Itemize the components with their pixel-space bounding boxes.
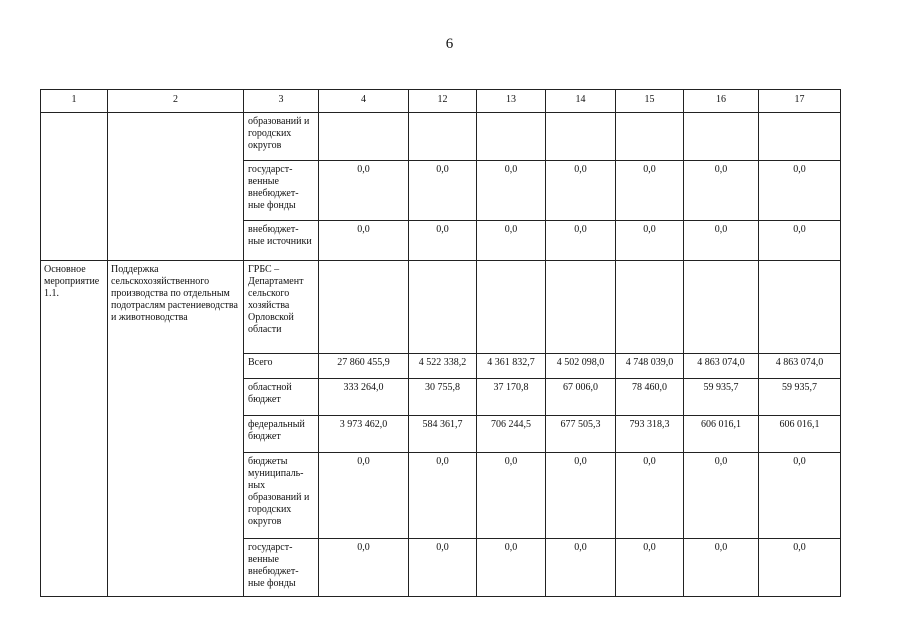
source-label: внебюджет-ные источники: [244, 221, 319, 261]
value-cell: 67 006,0: [546, 379, 616, 416]
value-cell: [319, 261, 409, 354]
value-cell: [684, 113, 759, 161]
source-label: областной бюджет: [244, 379, 319, 416]
column-header: 15: [616, 90, 684, 113]
source-label: федеральный бюджет: [244, 416, 319, 453]
value-cell: [319, 113, 409, 161]
source-label: Всего: [244, 354, 319, 379]
table-row: [41, 261, 841, 354]
value-cell: 706 244,5: [477, 416, 546, 453]
value-cell: 0,0: [684, 161, 759, 221]
value-cell: 0,0: [477, 539, 546, 597]
budget-table: [40, 89, 841, 597]
value-cell: 0,0: [546, 539, 616, 597]
name-cell: Поддержка сельскохозяйственного производства по отдельным подотраслям растениеводства и животноводства: [108, 261, 244, 597]
value-cell: 0,0: [616, 161, 684, 221]
column-header: 2: [108, 90, 244, 113]
page-number: 6: [445, 36, 454, 52]
value-cell: 0,0: [409, 161, 477, 221]
value-cell: 0,0: [684, 453, 759, 539]
header-row: [41, 90, 841, 113]
value-cell: 0,0: [616, 539, 684, 597]
value-cell: 0,0: [684, 539, 759, 597]
value-cell: [477, 261, 546, 354]
value-cell: [409, 261, 477, 354]
column-header: 17: [759, 90, 841, 113]
value-cell: 0,0: [477, 221, 546, 261]
value-cell: [616, 113, 684, 161]
value-cell: 4 522 338,2: [409, 354, 477, 379]
value-cell: 0,0: [409, 221, 477, 261]
value-cell: 333 264,0: [319, 379, 409, 416]
value-cell: 0,0: [409, 453, 477, 539]
status-cell: [41, 113, 108, 261]
value-cell: 0,0: [546, 161, 616, 221]
source-label: ГРБС – Департамент сельского хозяйства Орловской области: [244, 261, 319, 354]
value-cell: 78 460,0: [616, 379, 684, 416]
value-cell: 27 860 455,9: [319, 354, 409, 379]
value-cell: 0,0: [319, 539, 409, 597]
value-cell: 0,0: [759, 161, 841, 221]
value-cell: 37 170,8: [477, 379, 546, 416]
value-cell: 59 935,7: [684, 379, 759, 416]
value-cell: [477, 113, 546, 161]
status-cell: Основное мероприятие 1.1.: [41, 261, 108, 597]
value-cell: 793 318,3: [616, 416, 684, 453]
value-cell: [546, 113, 616, 161]
table-row: [41, 113, 841, 161]
source-label: бюджеты муниципаль-ных образований и городских округов: [244, 453, 319, 539]
value-cell: 0,0: [409, 539, 477, 597]
value-cell: 59 935,7: [759, 379, 841, 416]
value-cell: 0,0: [477, 453, 546, 539]
value-cell: 0,0: [546, 221, 616, 261]
value-cell: [759, 261, 841, 354]
value-cell: 0,0: [319, 453, 409, 539]
value-cell: [409, 113, 477, 161]
value-cell: 0,0: [546, 453, 616, 539]
column-header: 14: [546, 90, 616, 113]
value-cell: [616, 261, 684, 354]
value-cell: 0,0: [477, 161, 546, 221]
column-header: 4: [319, 90, 409, 113]
value-cell: 606 016,1: [759, 416, 841, 453]
value-cell: 0,0: [616, 453, 684, 539]
value-cell: 0,0: [616, 221, 684, 261]
source-label: государст-венные внебюджет-ные фонды: [244, 539, 319, 597]
column-header: 1: [41, 90, 108, 113]
value-cell: 0,0: [319, 161, 409, 221]
value-cell: [546, 261, 616, 354]
column-header: 3: [244, 90, 319, 113]
value-cell: 0,0: [759, 453, 841, 539]
value-cell: 0,0: [759, 221, 841, 261]
value-cell: 4 863 074,0: [759, 354, 841, 379]
value-cell: 584 361,7: [409, 416, 477, 453]
value-cell: 606 016,1: [684, 416, 759, 453]
source-label: государст-венные внебюджет-ные фонды: [244, 161, 319, 221]
column-header: 16: [684, 90, 759, 113]
value-cell: [759, 113, 841, 161]
name-cell: [108, 113, 244, 261]
value-cell: 0,0: [759, 539, 841, 597]
value-cell: 0,0: [319, 221, 409, 261]
value-cell: 30 755,8: [409, 379, 477, 416]
value-cell: [684, 261, 759, 354]
value-cell: 4 748 039,0: [616, 354, 684, 379]
source-label: образований и городских округов: [244, 113, 319, 161]
value-cell: 4 361 832,7: [477, 354, 546, 379]
column-header: 12: [409, 90, 477, 113]
value-cell: 677 505,3: [546, 416, 616, 453]
value-cell: 3 973 462,0: [319, 416, 409, 453]
value-cell: 4 502 098,0: [546, 354, 616, 379]
value-cell: 0,0: [684, 221, 759, 261]
value-cell: 4 863 074,0: [684, 354, 759, 379]
column-header: 13: [477, 90, 546, 113]
